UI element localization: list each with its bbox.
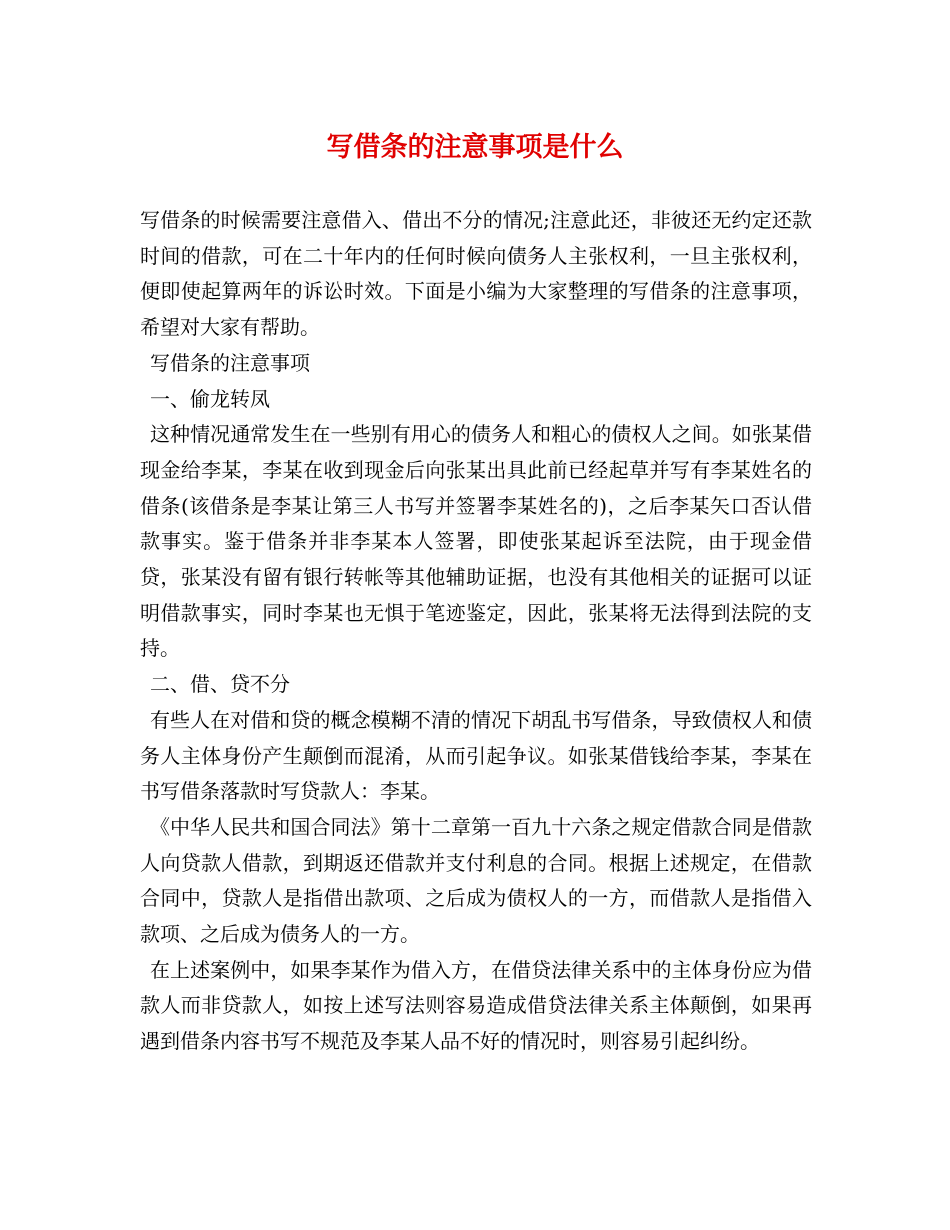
paragraph: 有些人在对借和贷的概念模糊不清的情况下胡乱书写借条，导致债权人和债务人主体身份产生颠倒而混淆，从而引起争议。如张某借钱给李某，李某在书写借条落款时写贷款人：李某。 [140,707,812,804]
document-body [140,203,812,1060]
subheading-2: 二、借、贷不分 [150,672,290,697]
intro-paragraph: 写借条的时候需要注意借入、借出不分的情况;注意此还，非彼还无约定还款时间的借款，可在二十年内的任何时候向债务人主张权利，一旦主张权利，便即使起算两年的诉讼时效。下面是小编为大家整理的写借条的注意事项，希望对大家有帮助。 [140,208,812,340]
document-title: 写借条的注意事项是什么 [326,132,624,163]
subheading-1: 一、偷龙转凤 [150,386,270,411]
paragraph: 这种情况通常发生在一些别有用心的债务人和粗心的债权人之间。如张某借现金给李某，李某在收到现金后向张某出具此前已经起草并写有李某姓名的借条(该借条是李某让第三人书写并签署李某姓名的)，之后李某矢口否认借款事实。鉴于借条并非李某本人签署，即使张某起诉至法院，由于现金借贷，张某没有留有银行转帐等其他辅助证据，也没有其他相关的证据可以证明借款事实，同时李某也无惧于笔迹鉴定，因此，张某将无法得到法院的支持。 [140,422,812,661]
section-heading: 写借条的注意事项 [150,350,310,375]
paragraph: 《中华人民共和国合同法》第十二章第一百九十六条之规定借款合同是借款人向贷款人借款，到期返还借款并支付利息的合同。根据上述规定，在借款合同中，贷款人是指借出款项、之后成为债权人的一方，而借款人是指借入款项、之后成为债务人的一方。 [140,814,812,947]
paragraph: 在上述案例中，如果李某作为借入方，在借贷法律关系中的主体身份应为借款人而非贷款人，如按上述写法则容易造成借贷法律关系主体颠倒，如果再遇到借条内容书写不规范及李某人品不好的情况时，则容易引起纠纷。 [140,957,812,1054]
